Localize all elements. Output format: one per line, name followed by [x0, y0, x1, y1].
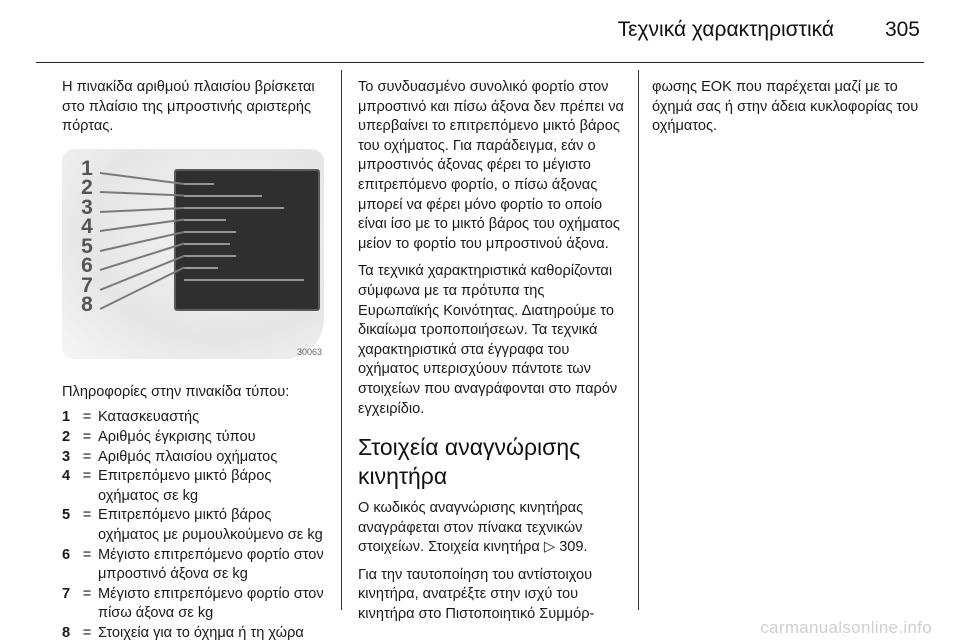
plate-text-line — [184, 267, 218, 269]
legend-text: Επιτρεπόμενο μικτό βάρος οχήματος σε kg — [98, 468, 272, 504]
legend-item — [62, 467, 324, 506]
column-middle — [358, 78, 626, 633]
legend-number: 5 — [62, 507, 71, 524]
callout-number: 1 — [81, 156, 93, 180]
legend-number: 4 — [62, 468, 71, 485]
legend-text: Μέγιστο επιτρεπόμενο φορτίο στον μπροστινό άξονα σε kg — [98, 546, 324, 583]
legend-number: 7 — [62, 585, 71, 602]
legend-item — [62, 624, 324, 644]
legend-equals: = — [82, 428, 92, 445]
callout-number: 7 — [81, 273, 93, 297]
legend-equals: = — [82, 624, 92, 641]
callout-number: 3 — [81, 195, 93, 219]
plate-text-line — [184, 183, 214, 185]
legend-equals: = — [82, 448, 92, 465]
engine-code-text: Ο κωδικός αναγνώρισης κινητήρας αναγράφεται στον πίνακα τεχνικών στοιχείων. Στοιχεία κινητήρα — [358, 500, 584, 556]
paragraph-axle-load: Το συνδυασμένο συνολικό φορτίο στον μπροστινό και πίσω άξονα δεν πρέπει να υπερβαίνει το επιτρεπόμενο μικτό βάρος του οχήματος. Για παράδειγμα, εάν ο μπροστινός άξονας φέρει το μέγιστο επιτρεπόμενο φορτίο, ο πίσω άξονας μπορεί να φέρει μόνο φορτίο το οποίο είναι ίσο με το μικτό βάρος του οχήματος μείον το φορτίο του μπροστινού άξονα. — [358, 79, 624, 252]
column-left — [62, 78, 324, 644]
section-heading-engine-id: Στοιχεία αναγνώρισης κινητήρα — [358, 434, 581, 490]
type-plate — [174, 169, 320, 311]
column-divider-2 — [638, 70, 639, 610]
legend-item — [62, 506, 324, 545]
legend-text: Κατασκευαστής — [98, 409, 200, 426]
plate-text-line — [184, 279, 304, 281]
paragraph-specs: Τα τεχνικά χαρακτηριστικά καθορίζονται σύμφωνα με τα πρότυπα της Ευρωπαϊκής Κοινότητας. Διατηρούμε το δικαίωμα τροποποιήσεων. Τα τεχνικά χαρακτηριστικά στα έγγραφα του οχήματος υπερισχύουν πάντοτε των στοιχείων που αναγράφονται στο παρόν εγχειρίδιο. — [358, 263, 618, 417]
page-ref-icon: ▷ — [543, 539, 556, 556]
plate-text-line — [184, 195, 262, 197]
page-title: Τεχνικά χαρακτηριστικά — [617, 18, 834, 41]
legend-equals: = — [82, 468, 92, 485]
plate-text-line — [184, 207, 284, 209]
legend-number: 3 — [62, 448, 71, 465]
callout-number: 5 — [81, 234, 93, 258]
legend-number: 8 — [62, 624, 71, 641]
page-number: 305 — [884, 18, 920, 41]
legend-text: Μέγιστο επιτρεπόμενο φορτίο στον πίσω άξονα σε kg — [98, 585, 324, 622]
legend-text: Αριθμός πλαισίου οχήματος — [98, 448, 278, 465]
figure-code: 30063 — [296, 347, 322, 358]
plate-text-line — [184, 219, 226, 221]
legend-item — [62, 585, 324, 624]
legend-number: 1 — [62, 409, 71, 426]
legend-equals: = — [82, 546, 92, 563]
legend-number: 2 — [62, 428, 71, 445]
page-header — [36, 0, 924, 63]
legend-item — [62, 448, 324, 468]
column-right — [652, 78, 927, 145]
page-ref-link[interactable]: 309. — [555, 539, 588, 556]
legend-text: Επιτρεπόμενο μικτό βάρος οχήματος με ρυμουλκούμενο σε kg — [98, 507, 323, 543]
callout-number: 2 — [81, 176, 93, 200]
callout-number: 6 — [81, 254, 93, 278]
legend-text: Στοιχεία για το όχημα ή τη χώρα — [98, 624, 304, 641]
legend-number: 6 — [62, 546, 71, 563]
watermark: carmanualsonline.info — [760, 618, 932, 637]
plate-text-line — [184, 231, 236, 233]
legend-equals: = — [82, 507, 92, 524]
paragraph-conformity: φωσης ΕΟΚ που παρέχεται μαζί με το όχημά σας ή στην άδεια κυκλοφορίας του οχήματος. — [652, 79, 919, 135]
legend-intro: Πληροφορίες στην πινακίδα τύπου: — [62, 383, 290, 400]
legend-text: Αριθμός έγκρισης τύπου — [98, 428, 256, 445]
plate-text-line — [184, 243, 230, 245]
intro-paragraph: Η πινακίδα αριθμού πλαισίου βρίσκεται στο πλαίσιο της μπροστινής αριστερής πόρτας. — [62, 79, 315, 135]
legend-item — [62, 428, 324, 448]
callout-number: 8 — [81, 293, 93, 317]
legend-equals: = — [82, 409, 92, 426]
legend-list — [62, 408, 324, 643]
callout-number: 4 — [81, 215, 93, 239]
legend-item — [62, 408, 324, 428]
plate-text-line — [184, 255, 236, 257]
legend-equals: = — [82, 585, 92, 602]
column-divider-1 — [341, 70, 342, 610]
type-plate-figure — [62, 149, 324, 367]
legend-item — [62, 546, 324, 585]
paragraph-engine-code — [358, 499, 626, 558]
paragraph-engine-identify: Για την ταυτοποίηση του αντίστοιχου κινητήρα, ανατρέξτε στην ισχύ του κινητήρα στο Πιστοποιητικό Συμμόρ- — [358, 566, 595, 623]
